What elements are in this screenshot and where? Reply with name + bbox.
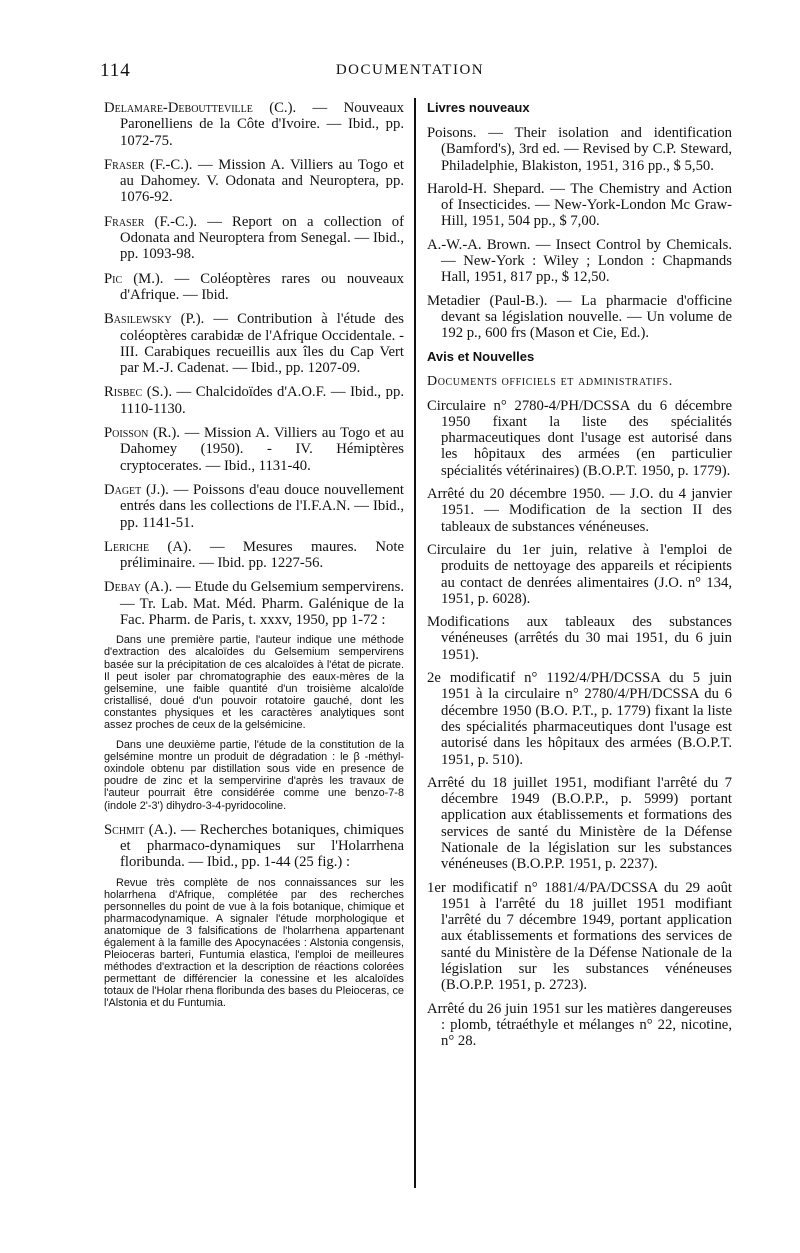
section-heading-livres: Livres nouveaux bbox=[427, 100, 530, 115]
bibliography-entry bbox=[104, 425, 404, 474]
document-entry: Arrêté du 26 juin 1951 sur les matières dangereuses : plomb, tétraéthyle et mélanges n° 22, nicotine, n° 28. bbox=[427, 1000, 732, 1050]
page-header bbox=[100, 60, 720, 82]
entry-author: Debay (A.). bbox=[104, 579, 173, 596]
bibliography-entry bbox=[104, 100, 404, 149]
entry-text: — Etude du Gelsemium sempervirens. — Tr. Lab. Mat. Méd. Pharm. Galénique de la Fac. Pharm. de Paris, t. xxxv, 1950, pp 1-72 : bbox=[120, 579, 405, 629]
entry-abstract: Revue très complète de nos connaissances sur les holarrhena d'Afrique, complétée par des recherches personnelles du point de vue à la fois botanique, chimique et pharmacodynamique. A signaler l'étude morphologique et anatomique de 3 falsifications de l'holarrhena appartenant également à la famille des Apocynacées : Alstonia congensis, Pleioceras barteri, Funtumia elastica, l'emploi de meilleures méthodes d'extraction et la description de réactions colorées permettant de différencier la conessine et les alcaloïdes totaux de l'Holar rhena floribunda des bases du Pleioceras, ce l'Alstonia et du Funtumia. bbox=[104, 876, 404, 1010]
entry-abstract: Dans une première partie, l'auteur indique une méthode d'extraction des alcaloïdes du Gelsemium sempervirens basée sur la précipitation de ces alcaloïdes à l'état de picrate. Il peut isoler par chromatographie des eaux-mères de la gelsemine, une faible quantité d'un troisième alcaloïde cristallisé, doué d'un pouvoir rotatoire gauché, dont les constantes physiques et les caractères analytiques sont assez proches de ceux de la gelsémicine. bbox=[104, 634, 404, 731]
entry-text: — Mesures maures. Note préliminaire. — Ibid. pp. 1227-56. bbox=[120, 538, 404, 572]
entry-text: — Recherches botaniques, chimiques et pharmaco-dynamiques sur l'Holarrhena floribunda. — Ibid., pp. 1-44 (25 fig.) : bbox=[120, 821, 404, 871]
book-entry: Harold-H. Shepard. — The Chemistry and Action of Insecticides. — New-York-London Mc Graw-Hill, 1951, 504 pp., $ 7,00. bbox=[427, 180, 732, 230]
book-entry: Poisons. — Their isolation and identification (Bamford's), 3rd ed. — Revised by C.P. Steward, Philadelphie, Blakiston, 1951, 316 pp., $ 5,50. bbox=[427, 125, 732, 174]
entry-text: — Contribution à l'étude des coléoptères carabidæ de l'Afrique Occidentale. - III. Carabiques recueillis aux îles du Cap Vert par M.-J. Cadenat. — Ibid., pp. 1207-09. bbox=[120, 311, 404, 377]
entry-text: — Mission A. Villiers au Togo et au Dahomey (1950). - IV. Hémiptères cryptocerates. — Ibid., 1131-40. bbox=[120, 425, 404, 474]
bibliography-entry bbox=[104, 539, 404, 572]
page-number: 114 bbox=[100, 60, 131, 81]
entry-text: — Coléoptères rares ou nouveaux d'Afrique. — Ibid. bbox=[120, 270, 404, 303]
column-divider bbox=[414, 98, 416, 1188]
entry-text: — Mission A. Villiers au Togo et au Dahomey. V. Odonata and Neuroptera, pp. 1076-92. bbox=[120, 156, 404, 206]
document-entry: Circulaire du 1er juin, relative à l'emploi de produits de nettoyage des appareils et récipients au contact de denrées alimentaires (J.O. n° 134, 1951, p. 6028). bbox=[427, 541, 732, 607]
book-entry: A.-W.-A. Brown. — Insect Control by Chemicals. — New-York : Wiley ; London : Chapmands Hall, 1951, 817 pp., $ 12,50. bbox=[427, 236, 732, 286]
book-entry: Metadier (Paul-B.). — La pharmacie d'officine devant sa législation nouvelle. — Un volume de 192 p., 600 frs (Mason et Cie, Ed.). bbox=[427, 292, 732, 342]
section-heading-avis: Avis et Nouvelles bbox=[427, 348, 535, 364]
document-entry: Circulaire n° 2780-4/PH/DCSSA du 6 décembre 1950 fixant la liste des spécialités pharmaceutiques dont l'usage est autorisé dans les hôpitaux des armées (en particulier spécialités vétérinaires) (B.O.P.T. 1950, p. 1779). bbox=[427, 397, 732, 479]
document-entry: Arrêté du 18 juillet 1951, modifiant l'arrêté du 7 décembre 1949 (B.O.P.P., p. 5999) portant application aux établissements et formations des services de santé du Ministère de la Défense Nationale de la législation sur les substances vénéneuses (B.O.P.P. 1951, p. 2237). bbox=[427, 774, 732, 873]
document-entry: 1er modificatif n° 1881/4/PA/DCSSA du 29 août 1951 à l'arrêté du 18 juillet 1951 modifiant l'arrêté du 7 décembre 1949, portant application aux établissements et formations des services de santé du Ministère de la Défense Nationale de la législation sur les substances vénéneuses (B.O.P.P. 1951, p. 2723). bbox=[427, 879, 732, 994]
bibliography-entry bbox=[104, 157, 404, 206]
entry-author: Leriche (A). bbox=[104, 538, 192, 555]
right-column bbox=[427, 100, 732, 1057]
entry-text: — Report on a collection of Odonata and Neuroptera from Senegal. — Ibid., pp. 1093-98. bbox=[120, 213, 404, 263]
entry-author: Delamare-Deboutteville (C.). bbox=[104, 100, 297, 116]
entry-author: Daget (J.). bbox=[104, 481, 169, 498]
bibliography-entry bbox=[104, 822, 404, 871]
document-entry: Arrêté du 20 décembre 1950. — J.O. du 4 janvier 1951. — Modification de la section II des tableaux de substances vénéneuses. bbox=[427, 486, 732, 535]
entry-text: — Chalcidoïdes d'A.O.F. — Ibid., pp. 1110-1130. bbox=[120, 384, 404, 417]
bibliography-entry bbox=[104, 311, 404, 376]
bibliography-entry bbox=[104, 482, 404, 531]
document-entry: 2e modificatif n° 1192/4/PH/DCSSA du 5 juin 1951 à la circulaire n° 2780/4/PH/DCSSA du 6 décembre 1950 (B.O. P.T., p. 1779) fixant la liste des spécialités pharmaceutiques dont l'usage est autorisé dans les hôpitaux des armées (B.O.P.T. 1951, p. 510). bbox=[427, 670, 732, 768]
bibliography-entry bbox=[104, 384, 404, 417]
document-entry: Modifications aux tableaux des substances vénéneuses (arrêtés du 30 mai 1951, du 6 juin 1951). bbox=[427, 614, 732, 663]
subheading-documents: Documents officiels et administratifs. bbox=[427, 373, 673, 389]
entry-text: — Poissons d'eau douce nouvellement entrés dans les collections de l'I.F.A.N. — Ibid., pp. 1141-51. bbox=[120, 481, 405, 531]
running-title: DOCUMENTATION bbox=[335, 62, 485, 78]
bibliography-entry bbox=[104, 214, 404, 263]
bibliography-entry bbox=[104, 579, 404, 628]
entry-author: Fraser (F.-C.). bbox=[104, 156, 193, 173]
entry-author: Fraser (F.-C.). bbox=[104, 213, 198, 230]
bibliography-entry bbox=[104, 271, 404, 304]
entry-author: Schmit (A.). bbox=[104, 821, 177, 838]
entry-author: Basilewsky (P.). bbox=[104, 311, 205, 328]
entry-author: Poisson (R.). bbox=[104, 425, 180, 442]
entry-author: Pic (M.). bbox=[104, 270, 164, 287]
left-column bbox=[104, 100, 404, 1020]
entry-abstract: Dans une deuxième partie, l'étude de la constitution de la gelsémine montre un produit de dégradation : le β -méthyl-oxindole obtenu par distillation sous vide en presence de poudre de zinc et la sempervirine d'après les travaux de l'auteur pourrait être considérée comme une benzo-7-8 (indole 2'-3') dihydro-3-4-pyridocoline. bbox=[104, 739, 404, 812]
entry-text: — Nouveaux Paronelliens de la Côte d'Ivoire. — Ibid., pp. 1072-75. bbox=[120, 100, 404, 149]
entry-author: Risbec (S.). bbox=[104, 384, 172, 401]
